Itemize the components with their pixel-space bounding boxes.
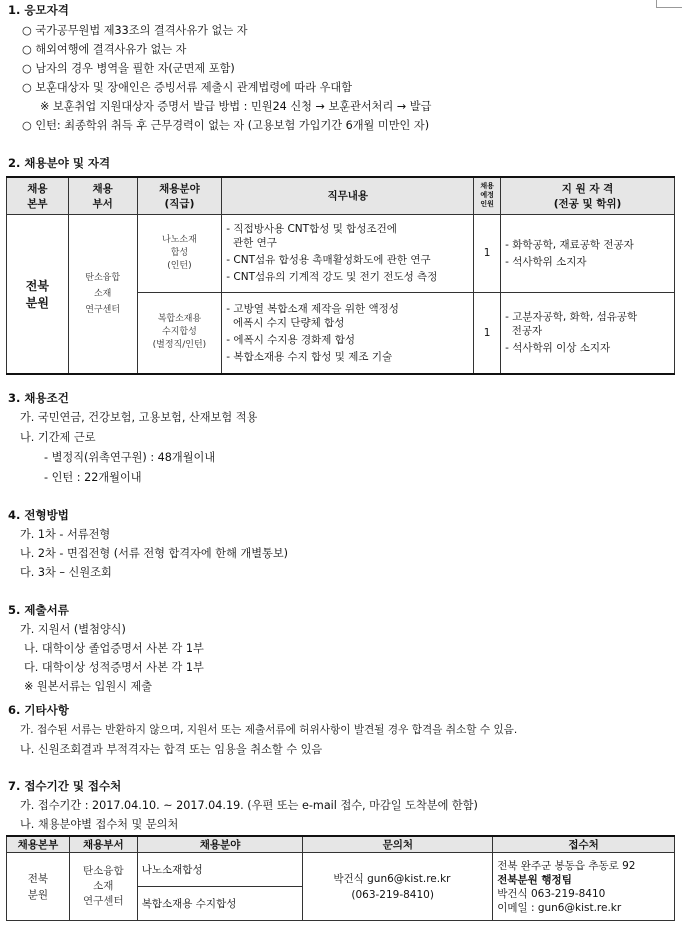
s4-item-1: 가. 1차 - 서류전형 <box>20 528 111 541</box>
t2-th-contact: 문의처 <box>303 836 493 853</box>
duty-2-3: - 복합소재용 수지 합성 및 제조 기술 <box>226 350 393 363</box>
section-2-title: 2. 채용분야 및 자격 <box>8 156 111 170</box>
s1-item-5: ○ 인턴: 최종학위 취득 후 근무경력이 없는 자 (고용보험 가입기간 6개월 미만인 자) <box>22 119 430 132</box>
s7-item-1: 가. 접수기간 : 2017.04.10. ~ 2017.04.19. (우편 또는 e-mail 접수, 마감일 도착분에 한함) <box>20 799 478 812</box>
recv-name: 박건식 063-219-8410 <box>497 887 606 900</box>
th-duty <box>222 177 474 214</box>
section-1-title: 1. 응모자격 <box>8 3 69 17</box>
corner-mark <box>656 0 682 8</box>
s6-item-2: 나. 신원조회결과 부적격자는 합격 또는 임용을 취소할 수 있음 <box>20 743 323 756</box>
s3-item-1: 가. 국민연금, 건강보험, 고용보험, 산재보험 적용 <box>20 411 258 424</box>
t2-th-recv: 접수처 <box>493 836 675 853</box>
hq-label: 전북 분원 <box>25 278 49 310</box>
th-dept-label: 채용 부서 <box>92 182 113 210</box>
cell-dept <box>68 214 137 374</box>
th-duty-label: 직무내용 <box>327 190 369 203</box>
s1-item-2: ○ 해외여행에 결격사유가 없는 자 <box>22 43 187 56</box>
th-qual-label: 지 원 자 격 (전공 및 학위) <box>553 182 622 210</box>
cell-field-2 <box>137 292 222 374</box>
s6-item-1: 가. 접수된 서류는 반환하지 않으며, 지원서 또는 제출서류에 허위사항이 발견될 경우 합격을 취소할 수 있음. <box>20 724 518 736</box>
recv-address: 전북 완주군 봉동읍 추동로 92 <box>497 859 636 872</box>
s4-item-3: 다. 3차 – 신원조회 <box>20 566 112 579</box>
s1-item-3: ○ 남자의 경우 병역을 필한 자(군면제 포함) <box>22 62 235 75</box>
th-hq <box>7 177 69 214</box>
th-field-label: 채용분야 (직급) <box>159 182 200 210</box>
th-dept <box>68 177 137 214</box>
s4-item-2: 나. 2차 - 면접전형 (서류 전형 합격자에 한해 개별통보) <box>20 547 289 560</box>
s5-item-3: 다. 대학이상 성적증명서 사본 각 1부 <box>24 661 204 674</box>
th-hq-label: 채용 본부 <box>27 182 48 210</box>
qual-1-1: - 화학공학, 재료공학 전공자 <box>505 238 634 251</box>
field-1-label: 나노소재 합성 (인턴) <box>162 234 197 271</box>
s1-item-4: ○ 보훈대상자 및 장애인은 증빙서류 제출시 관계법령에 따라 우대함 <box>22 81 353 94</box>
s1-note: ※ 보훈취업 지원대상자 증명서 발급 방법 : 민원24 신청 → 보훈관서처리 → 발급 <box>40 100 432 113</box>
th-count <box>474 177 501 214</box>
duty-1-1: - 직접방사용 CNT합성 및 합성조건에 관한 연구 <box>226 223 397 249</box>
s5-note: ※ 원본서류는 입원시 제출 <box>24 680 153 693</box>
recv-team: 전북분원 행정팀 <box>497 873 572 886</box>
duty-2-2: - 에폭시 수지용 경화제 합성 <box>226 333 356 346</box>
duty-1-2: - CNT섬유 합성용 촉매활성화도에 관한 연구 <box>226 254 431 266</box>
qual-1-2: - 석사학위 소지자 <box>505 255 587 268</box>
t2-cell-field-2: 복합소재용 수지합성 <box>137 887 303 921</box>
cell-duty-2 <box>222 292 474 374</box>
s5-item-1: 가. 지원서 (별첨양식) <box>20 623 126 636</box>
t2-cell-contact <box>303 853 493 921</box>
t2-hq-label: 전북 분원 <box>27 872 49 901</box>
s3-item-3: - 별정직(위촉연구원) : 48개월이내 <box>44 451 216 464</box>
th-qual <box>501 177 675 214</box>
t2-th-field: 채용분야 <box>137 836 303 853</box>
recruit-field-table <box>6 176 675 375</box>
t2-cell-hq <box>7 853 70 921</box>
t2-cell-field-1: 나노소재합성 <box>137 853 303 887</box>
duty-2-1: - 고방열 복합소재 제작을 위한 액정성 에폭시 수지 단량체 합성 <box>226 302 399 329</box>
contact-table <box>6 835 675 921</box>
th-count-label: 채용 예정 인원 <box>480 182 494 209</box>
section-5-title: 5. 제출서류 <box>8 603 69 617</box>
cell-hq <box>7 214 69 374</box>
dept-label: 탄소융합 소재 연구센터 <box>85 272 121 315</box>
contact-phone: (063-219-8410) <box>351 888 434 901</box>
s3-item-2: 나. 기간제 근로 <box>20 431 96 444</box>
recv-email: 이메일 : gun6@kist.re.kr <box>497 901 622 914</box>
cell-qual-1 <box>501 214 675 292</box>
th-field <box>137 177 222 214</box>
qual-2-1: - 고분자공학, 화학, 섬유공학 전공자 <box>505 311 638 338</box>
t2-th-hq: 채용본부 <box>7 836 70 853</box>
section-6-title: 6. 기타사항 <box>8 703 69 717</box>
duty-1-3: - CNT섬유의 기계적 강도 및 전기 전도성 측정 <box>226 271 438 283</box>
cell-field-1 <box>137 214 222 292</box>
t2-th-dept: 채용부서 <box>69 836 137 853</box>
s1-item-1: ○ 국가공무원법 제33조의 결격사유가 없는 자 <box>22 24 248 37</box>
t2-cell-recv <box>493 853 675 921</box>
cell-count-2: 1 <box>474 292 501 374</box>
t2-cell-dept <box>69 853 137 921</box>
qual-2-2: - 석사학위 이상 소지자 <box>505 342 611 355</box>
s5-item-2: 나. 대학이상 졸업증명서 사본 각 1부 <box>24 642 204 655</box>
section-7-title: 7. 접수기간 및 접수처 <box>8 779 122 793</box>
section-3-title: 3. 채용조건 <box>8 391 69 405</box>
s7-item-2: 나. 채용분야별 접수처 및 문의처 <box>20 818 179 831</box>
cell-qual-2 <box>501 292 675 374</box>
contact-name: 박건식 gun6@kist.re.kr <box>333 872 451 885</box>
s3-item-4: - 인턴 : 22개월이내 <box>44 471 142 484</box>
cell-count-1: 1 <box>474 214 501 292</box>
cell-duty-1 <box>222 214 474 292</box>
field-2-label: 복합소재용 수지합성 (별정직/인턴) <box>152 314 207 351</box>
section-4-title: 4. 전형방법 <box>8 508 69 522</box>
t2-dept-label: 탄소융합 소재 연구센터 <box>83 865 124 907</box>
